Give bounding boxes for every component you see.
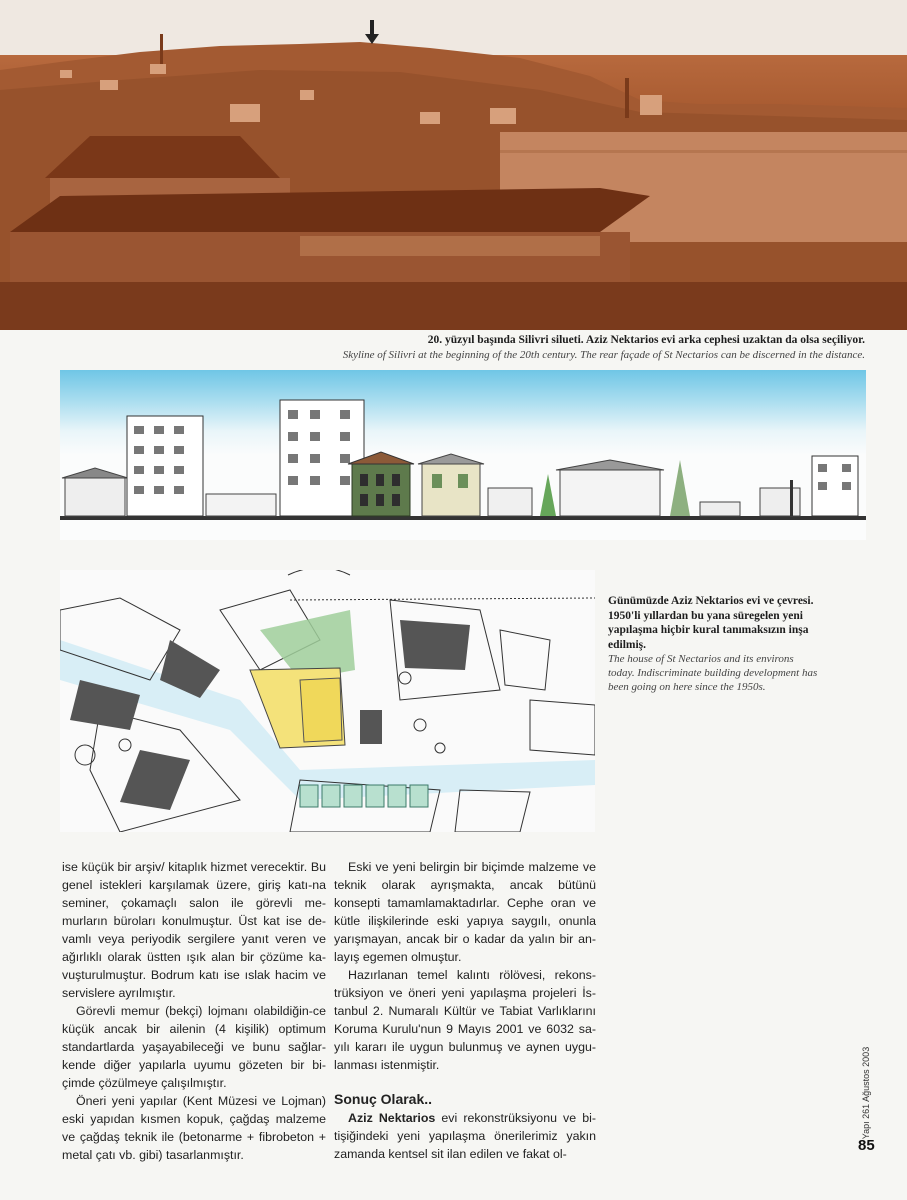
section-heading: Sonuç Olarak.. xyxy=(334,1091,433,1107)
body-column-right xyxy=(334,858,596,1163)
journal-issue-text: Yapı 261 Ağustos 2003 xyxy=(861,1046,872,1140)
site-plan-caption xyxy=(608,594,818,694)
paragraph: Görevli memur (bekçi) lojmanı olabildiğin-ce küçük ancak bir ailenin (4 kişilik) optimum standartlarda yaşayabileceği ve bunu sağlar-kende diğer yapılarla uyumu gözeten bir bi-çimde çözülmeye çalışılmıştır. xyxy=(62,1004,326,1090)
paragraph: ise küçük bir arşiv/ kitaplık hizmet verecektir. Bu genel istekleri karşılamak üzere, giriş katı-na seminer, çokamaçlı salon ile görevli me-murların büroları konulmuştur. Üst kat ise de-vamlı veya periyodik sergilere yanıt veren ve ağırlıklı olarak üstten ışık alan bir çözüme ka-vuşturulmuştur. Bodrum katı ise ıslak hacim ve servislere ayrılmıştır. xyxy=(62,860,326,1000)
paragraph xyxy=(334,1109,596,1163)
photo-caption xyxy=(225,333,865,362)
paragraph: Eski ve yeni belirgin bir biçimde malzeme ve teknik olarak ayrışmakta, ancak bütünü konsepti tamamlamaktadırlar. Cephe oran ve kütle ilişkilerinde eski yapıya saygılı, onunla yarışmayan, ancak bir o kadar da yalın bir an-layış egemen olmuştur. xyxy=(334,860,596,964)
photo-caption-english: Skyline of Silivri at the beginning of the 20th century. The rear façade of St Nectarios can be discerned in the distance. xyxy=(342,349,865,361)
paragraph-lead: Aziz Nektarios xyxy=(348,1111,436,1125)
elevation-illustration xyxy=(60,370,866,540)
site-plan-illustration xyxy=(60,570,595,832)
paragraph-text: evi rekonstrüksiyonu ve bi-tişiğindeki yeni yapılaşma önerilerimiz yakın zamanda kentsel sit ilan edilen ve fakat ol- xyxy=(334,1111,596,1161)
site-plan-caption-turkish: Günümüzde Aziz Nektarios evi ve çevresi. 1950'li yıllardan bu yana süregelen yeni yapılaşma hiçbir kural tanımaksızın inşa edilmiş. xyxy=(608,595,814,651)
page-number: 85 xyxy=(858,1137,875,1154)
paragraph: Hazırlanan temel kalıntı rölövesi, rekons-trüksiyon ve öneri yeni yapılaşma projeleri İs-tanbul 2. Numaralı Kültür ve Tabiat Varlıklarını Koruma Kurulu'nun 9 Mayıs 2001 ve 6032 sa-yılı kararı ile uygun bulunmuş ve aynen uygu-lanması istenmiştir. xyxy=(334,968,596,1072)
site-plan-caption-english: The house of St Nectarios and its environs today. Indiscriminate building development has been going on here since the 1950s. xyxy=(608,653,818,693)
site-plan-drawing xyxy=(60,570,595,832)
photo-caption-turkish: 20. yüzyıl başında Silivri silueti. Aziz Nektarios evi arka cephesi uzaktan da olsa seçiliyor. xyxy=(427,334,865,346)
body-column-left xyxy=(62,858,326,1164)
paragraph: Öneri yeni yapılar (Kent Müzesi ve Lojman) eski yapıdan kısmen kopuk, çağdaş malzeme ve çağdaş teknik ile (betonarme + fibrobeton + metal çatı vb. gibi) tasarlanmıştır. xyxy=(62,1094,326,1162)
historic-silivri-photo xyxy=(0,0,907,330)
photo-illustration xyxy=(0,0,907,330)
street-elevation-drawing xyxy=(60,370,866,540)
